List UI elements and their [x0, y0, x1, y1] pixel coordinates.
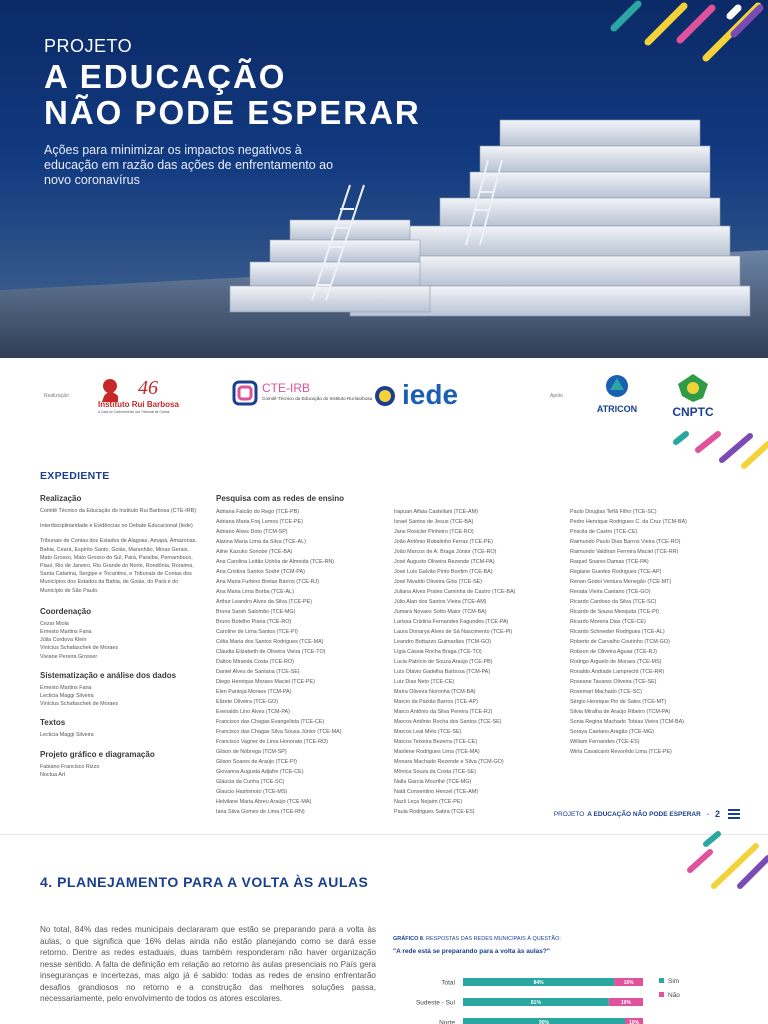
pesquisa-name: Júlio Alan dos Santos Vieira (TCE-AM): [394, 599, 487, 605]
irb-tagline: A Casa do Conhecimento dos Tribunais de Contas: [98, 410, 170, 414]
chart-caption-label: GRÁFICO 8: [393, 936, 423, 942]
textos-list: [40, 731, 200, 739]
pesquisa-name: Larissa Cristina Fernandes Fagundes (TCE-PA): [394, 619, 509, 625]
page-number: 2: [714, 809, 720, 819]
pesquisa-name: Bruno Botelho Piana (TCE-RO): [216, 619, 292, 625]
chart-caption-text: . RESPOSTAS DAS REDES MUNICIPAIS À QUESTÃO:: [422, 936, 561, 942]
data-label: 84%: [533, 980, 544, 986]
hero-text-block: [44, 36, 421, 188]
pesquisa-name: Laura Donarya Alves de Sá Nascimento (TCE-PI): [394, 629, 513, 635]
pesquisa-name: Jumara Novaes Sotto Maior (TCM-BA): [394, 609, 487, 615]
pesquisa-name: Daniel Alves de Santana (TCE-SE): [216, 669, 300, 675]
decorative-stripes-right: [668, 430, 768, 470]
sistematizacao-list: [40, 684, 200, 709]
legend-label: Sim: [668, 978, 680, 985]
realizacao-p1: Comitê Técnico da Educação do Instituto Rui Barbosa (CTE-IRB): [40, 508, 196, 514]
irb-name: Instituto Rui Barbosa: [98, 400, 179, 409]
pesquisa-name: Maíra Oliveira Noronha (TCM-BA): [394, 689, 476, 695]
pesquisa-name: Luís Otávio Gadelha Barbosa (TCM-PA): [394, 669, 491, 675]
legend-label: Não: [668, 992, 680, 999]
pesquisa-name: Bruna Sarah Salomão (TCE-MG): [216, 609, 296, 615]
coordenacao-name: Júlia Cordova Klein: [40, 637, 87, 644]
pesquisa-name: Nazli Leça Nejaim (TCE-PE): [394, 799, 463, 805]
pesquisa-name: Adriana Falcão do Rego (TCE-PB): [216, 509, 299, 515]
pesquisa-name: Lucia Patrício de Souza Araújo (TCE-PB): [394, 659, 493, 665]
pesquisa-name: Priscila de Castro (TCE-CE): [570, 529, 638, 535]
category-label: Total: [441, 979, 455, 987]
pesquisa-name: Giovanna Augusta Adjafre (TCE-CE): [216, 769, 304, 775]
pesquisa-names-col-3: [570, 507, 750, 757]
pesquisa-name: Silvia Miralha de Araújo Ribeiro (TCM-PA): [570, 709, 671, 715]
footer-label: PROJETO: [553, 810, 585, 818]
pesquisa-name: Wirla Cavalcanti Revorêdo Lima (TCE-PE): [570, 749, 672, 755]
projeto-grafico-heading: Projeto gráfico e diagramação: [40, 749, 155, 759]
pesquisa-name: Ana Maria Lima Borba (TCE-AL): [216, 589, 294, 595]
irb-logo: [96, 374, 186, 414]
pesquisa-name: Ricardo de Sousa Mesquita (TCE-PI): [570, 609, 659, 615]
textos-heading: Textos: [40, 718, 66, 728]
section-title: 4. PLANEJAMENTO PARA A VOLTA ÀS AULAS: [40, 874, 369, 890]
pesquisa-name: Jane Rosicler Pinheiro (TCE-RO): [394, 529, 474, 535]
pesquisa-name: Paulo Douglas Teñã Filho (TCE-SC): [570, 509, 657, 515]
pesquisa-name: João Antônio Robalinho Ferraz (TCE-PE): [394, 539, 493, 545]
projeto-grafico-name: Noctua Art: [40, 771, 66, 778]
coordenacao-list: [40, 620, 200, 661]
pesquisa-names-col-2: [394, 507, 564, 817]
pesquisa-name: Juliana Alves Prates Caminha de Castro (TCE-BA): [394, 589, 516, 595]
hero-subtitle: Ações para minimizar os impactos negativos à educação em razão das ações de enfrentamento ao novo coronavírus: [44, 143, 334, 187]
coordenacao-name: Viviane Pereira Grosser: [40, 653, 98, 660]
atricon-emblem-icon: [594, 372, 640, 418]
pesquisa-name: Renata Vieira Caetano (TCE-GO): [570, 589, 651, 595]
pesquisa-name: Marcos Teixeira Bezerra (TCE-CE): [394, 739, 478, 745]
pesquisa-name: Iana Silva Gomes de Lima (TCE-RN): [216, 809, 305, 815]
realizacao-p2: Interdisciplinaridade e Evidências no Debate Educacional (Iede): [40, 523, 193, 530]
irb-number: 46: [138, 377, 158, 399]
footer-separator: -: [706, 810, 709, 818]
coordenacao-name: Ernesto Martins Faria: [40, 629, 92, 636]
pesquisa-name: Marcos Antônio Rocha dos Santos (TCE-SE): [394, 719, 502, 725]
hero-title: [44, 59, 421, 131]
pesquisa-name: Glaucio Hashimoto (TCE-MS): [216, 789, 288, 795]
pesquisa-name: Aline Kazuko Sonobe (TCE-BA): [216, 549, 293, 555]
pesquisa-name: Gilson de Nóbrega (TCM-SP): [216, 749, 287, 755]
pesquisa-name: José Augusto Oliveira Rezende (TCM-PA): [394, 559, 495, 565]
iede-emblem-icon: [374, 378, 486, 414]
stacked-bar-chart: [393, 962, 733, 1024]
hero-title-line-2: NÃO PODE ESPERAR: [44, 94, 421, 131]
coordenacao-name: Vinícius Schafaschek de Moraes: [40, 645, 119, 652]
pesquisa-name: Diego Henrique Moraes Maciel (TCE-PE): [216, 679, 315, 685]
cte-irb-logo: [232, 376, 373, 412]
pesquisa-name: João Marcos de A. Braga Júnior (TCE-RO): [394, 549, 497, 555]
pesquisa-name: Ricardo Schneider Rodrigues (TCE-AL): [570, 629, 665, 635]
realizacao-label: Realização: [44, 393, 69, 399]
coordenacao-heading: Coordenação: [40, 606, 92, 616]
pesquisa-heading: Pesquisa com as redes de ensino: [216, 494, 345, 503]
data-label: 90%: [538, 1020, 550, 1024]
data-label: 10%: [628, 1020, 640, 1024]
atricon-logo: [594, 372, 640, 418]
pesquisa-name: Elizete Oliveira (TCE-GO): [216, 699, 279, 705]
pesquisa-name: Cláudia Elizabeth de Oliveira Vieira (TCE-TO): [216, 649, 326, 655]
pesquisa-name: Monara Machado Rezende e Silva (TCM-GO): [394, 759, 504, 765]
realizacao-p3: Tribunais de Contas dos Estados de Alagoas, Amapá, Amazonas, Bahia, Ceará, Espírito Santo, Goiás, Maranhão, Minas Gerais, Mato Grosso, Mato Grosso do Sul, Pará, Paraíba, Pernambuco, Piauí, Rio de Janeiro, Rio Grande do Norte, Rondônia, Roraima, Santa Catarina, Sergipe e Tocantins, e Tribunais de Contas dos Municípios dos Estados da Bahia, de Goiás, do Pará e do Município de São Paulo.: [40, 538, 197, 594]
chart-question: "A rede está se preparando para a volta às aulas?": [393, 948, 550, 955]
pesquisa-name: Irapuan Alfaia Castellani (TCE-AM): [394, 509, 478, 515]
page-footer: [554, 809, 740, 819]
pesquisa-name: Paula Rodrigues Sabra (TCE-ES): [394, 809, 475, 815]
pesquisa-name: Ana Maria Furbino Bretas Barros (TCE-RJ): [216, 579, 320, 585]
pesquisa-name: Sérgio Henrique Pio de Sales (TCE-MT): [570, 699, 667, 705]
pesquisa-name: Regiane Guedes Rodrigues (TCE-AP): [570, 569, 662, 575]
sistematizacao-name: Ernesto Martins Faria: [40, 684, 92, 691]
pesquisa-name: Helvilane Maria Abreu Araújo (TCE-MA): [216, 799, 312, 805]
pesquisa-name: Caroline de Lima Santos (TCE-PI): [216, 629, 298, 635]
pesquisa-name: Gilson Soares de Araújo (TCE-PI): [216, 759, 297, 765]
logo-strip: [0, 358, 768, 438]
realizacao-heading: Realização: [40, 494, 82, 503]
category-label: Sudeste - Sul: [415, 999, 455, 1007]
pesquisa-name: Renan Godoi Ventura Menegão (TCE-MT): [570, 579, 672, 585]
hero-title-line-1: A EDUCAÇÃO: [44, 58, 287, 95]
pesquisa-name: José Nivaldo Oliveira Góis (TCE-SE): [394, 579, 483, 585]
data-label: 16%: [623, 980, 634, 986]
pesquisa-name: Ana Carolina Leitão Uchôa de Almeida (TCE-RN): [216, 559, 335, 565]
expediente-title: EXPEDIENTE: [40, 470, 110, 482]
pesquisa-name: Nalla Garcia Mourthé (TCE-MG): [394, 779, 472, 785]
pesquisa-name: José Luís Galvão Pinto Bonfim (TCE-BA): [394, 569, 493, 575]
page-divider: [0, 834, 768, 835]
decorative-stripes: [588, 0, 768, 70]
pesquisa-name: Francisco Vagner de Lima Honorato (TCE-RO): [216, 739, 328, 745]
projeto-grafico-name: Fabiano Francisco Rizzo: [40, 763, 100, 770]
cte-irb-desc: Comitê Técnico da Educação do Instituto Rui Barbosa: [262, 396, 373, 401]
apoio-label: Apoio: [550, 393, 563, 399]
pesquisa-name: Ricardo Cardoso da Silva (TCE-SC): [570, 599, 657, 605]
pesquisa-name: Raquel Soares Damas (TCE-PA): [570, 559, 649, 565]
menu-icon[interactable]: [728, 809, 740, 819]
pesquisa-name: Marcio da Paixão Barros (TCE-AP): [394, 699, 478, 705]
sistematizacao-name: Vinícius Schafaschek de Moraes: [40, 701, 119, 708]
legend-swatch: [659, 978, 664, 983]
pesquisa-name: Mônica Souza da Costa (TCE-SE): [394, 769, 477, 775]
pesquisa-name: Raimundo Paulo Dias Barros Vieira (TCE-RO): [570, 539, 681, 545]
pesquisa-col-2: [394, 507, 564, 817]
pesquisa-col-1: [216, 494, 386, 817]
pesquisa-name: Roseane Tavares Oliveira (TCE-SE): [570, 679, 657, 685]
pesquisa-name: Israel Santos de Jesus (TCE-BA): [394, 519, 474, 525]
decorative-stripes-bottom: [680, 830, 768, 890]
footer-title: A EDUCAÇÃO NÃO PODE ESPERAR: [587, 810, 701, 818]
cnptc-name: CNPTC: [672, 405, 714, 419]
pesquisa-name: Alanna Maria Lima da Silva (TCE-AL): [216, 539, 306, 545]
pesquisa-name: Leandro Bottazzo Guimarães (TCM-GO): [394, 639, 492, 645]
pesquisa-name: William Fernandes (TCE-ES): [570, 739, 640, 745]
pesquisa-names-col-1: [216, 507, 386, 817]
iede-name: iede: [402, 379, 459, 410]
data-label: 81%: [530, 1000, 541, 1006]
pesquisa-name: Robson de Oliveira Aguiar (TCE-RJ): [570, 649, 657, 655]
pesquisa-name: Francisco das Chagas Silva Sousa Júnior (TCE-MA): [216, 729, 342, 735]
pesquisa-name: Soraya Caetano Aragão (TCE-MG): [570, 729, 654, 735]
irb-emblem-icon: [96, 374, 186, 414]
pesquisa-name: Roberto de Carvalho Coutinho (TCM-GO): [570, 639, 670, 645]
cnptc-emblem-icon: [668, 372, 718, 420]
cover-hero: [0, 0, 768, 358]
pesquisa-name: Célia Maria dos Santos Rodrigues (TCE-MA): [216, 639, 324, 645]
pesquisa-name: Marcos Leal Melo (TCE-SE): [394, 729, 462, 735]
cnptc-logo: [668, 372, 718, 420]
pesquisa-name: Rosemari Machado (TCE-SC): [570, 689, 642, 695]
pesquisa-name: Lígia Cássia Rocha Braga (TCE-TO): [394, 649, 482, 655]
pesquisa-name: Sonia Regina Machado Tobias Vieira (TCM-BA): [570, 719, 684, 725]
pesquisa-name: Rodrigo Arguelo de Moraes (TCE-MS): [570, 659, 662, 665]
data-label: 19%: [620, 1000, 631, 1006]
pesquisa-name: Marco Antônio da Silva Pereira (TCE-RJ): [394, 709, 493, 715]
pesquisa-name: Francisco das Chagas Evangelista (TCE-CE): [216, 719, 325, 725]
pesquisa-name: Gláucia da Cunha (TCE-SC): [216, 779, 285, 785]
sistematizacao-name: Lecticia Maggi Silveira: [40, 693, 94, 700]
cte-irb-emblem-icon: [232, 376, 373, 412]
pesquisa-name: Ronaldo Andrade Lamprecht (TCE-RR): [570, 669, 665, 675]
iede-logo: [374, 378, 486, 414]
pesquisa-col-3: [570, 507, 750, 757]
atricon-name: ATRICON: [596, 404, 638, 414]
coordenacao-name: Cezar Miola: [40, 620, 69, 627]
chart-caption: [393, 936, 561, 942]
textos-name: Lecticia Maggi Silveira: [40, 732, 94, 739]
pesquisa-name: Adriano Alves Doto (TCM-SP): [216, 529, 288, 535]
section-body: No total, 84% das redes municipais declararam que estão se preparando para a volta às aulas, o que significa que 16% delas ainda não estão planejando como se dará esse retorno. Dentre as redes estaduais, duas também responderam não haver organização nesse sentido. A falta de definição em relação ao retorno às aulas presenciais no País gera inseguranças e incertezas, mas algo já é sabido: todas as redes de ensino enfrentarão desafios grandiosos no retorno e a construção das melhores soluções passa, necessariamente, pelo envolvimento de todos os atores escolares.: [40, 925, 376, 1003]
category-label: Norte: [439, 1019, 455, 1024]
hero-kicker: PROJETO: [44, 36, 133, 56]
legend-swatch: [659, 992, 664, 997]
pesquisa-name: Marilene Rodrigues Lima (TCE-MA): [394, 749, 480, 755]
pesquisa-name: Raimundo Valdiran Ferreira Maciel (TCE-RR): [570, 549, 679, 555]
pesquisa-name: Luiz Dias Neto (TCE-CE): [394, 679, 455, 685]
pesquisa-name: Dalton Miranda Costa (TCE-RO): [216, 659, 294, 665]
pesquisa-name: Pedro Henrique Rodrigues C. da Cruz (TCM-BA): [570, 519, 687, 525]
projeto-grafico-list: [40, 763, 200, 779]
pesquisa-name: Arthur Leandro Alves da Silva (TCE-PE): [216, 599, 312, 605]
pesquisa-name: Ana Cristina Santos Sodré (TCM-PA): [216, 569, 305, 575]
pesquisa-name: Evenaldo Lino Alves (TCM-PA): [216, 709, 290, 715]
cte-irb-name: CTE-IRB: [262, 381, 310, 395]
pesquisa-name: Adriana Maria Frej Lemos (TCE-PE): [216, 519, 303, 525]
pesquisa-name: Elen Pantoja Moraes (TCM-PA): [216, 689, 292, 695]
pesquisa-name: Natã Consentino Henzel (TCE-AM): [394, 789, 479, 795]
pesquisa-name: Ricardo Moreira Dias (TCE-CE): [570, 619, 646, 625]
sistematizacao-heading: Sistematização e análise dos dados: [40, 670, 177, 680]
expediente-col-credits: [40, 494, 200, 779]
